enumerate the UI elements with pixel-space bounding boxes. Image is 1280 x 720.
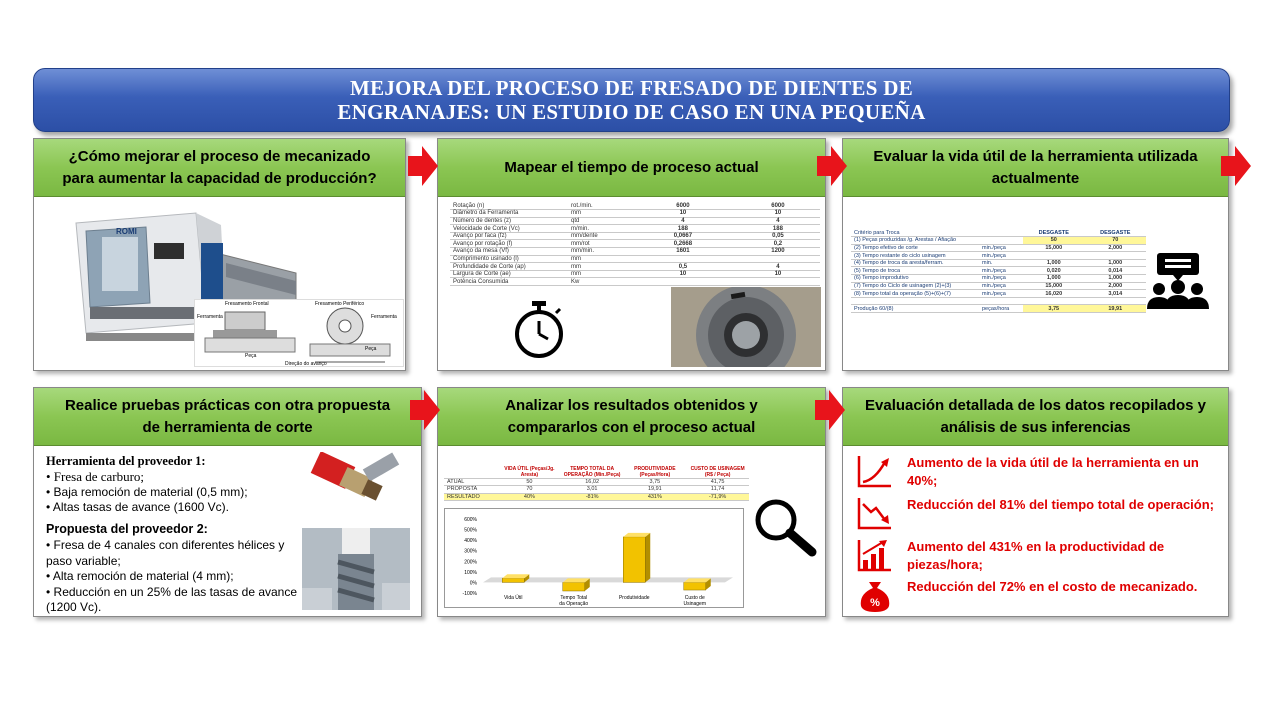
table-cell: 50	[498, 478, 561, 486]
panel-heading: Realice pruebas prácticas con otra propuesta de herramienta de corte	[34, 388, 421, 446]
panel-process-time	[437, 138, 826, 371]
table-cell: mm	[568, 270, 630, 278]
table-cell: min./peça	[979, 282, 1023, 290]
trend-down-icon	[855, 496, 895, 537]
table-cell: min./peça	[979, 290, 1023, 298]
x-tick-label: Tempo Total	[560, 595, 588, 601]
table-row	[450, 225, 820, 233]
table-cell: (5) Tempo de troca	[851, 267, 979, 275]
supplier-2-item: • Reducción en un 25% de las tasas de avance (1200 Vc).	[46, 584, 298, 614]
table-row	[444, 493, 749, 501]
y-tick-label: 100%	[464, 569, 477, 576]
table-cell: 431%	[624, 493, 687, 501]
result-item	[855, 578, 1197, 619]
supplier-2-item: • Alta remoción de material (4 mm);	[46, 569, 234, 583]
table-cell: 188	[630, 225, 736, 233]
table-cell: 3,75	[624, 478, 687, 486]
table-row	[444, 486, 749, 494]
result-text: Aumento del 431% en la productividad de piezas/hora;	[907, 539, 1165, 572]
bar-growth-icon	[855, 538, 895, 579]
table-cell: 19,91	[1085, 305, 1147, 313]
panel-evaluation	[842, 387, 1229, 617]
y-tick-label: 300%	[464, 548, 477, 555]
table-cell: mm/dente	[568, 232, 630, 240]
table-row	[851, 237, 1146, 245]
flow-arrow	[408, 146, 438, 186]
table-cell: Potência Consumida	[450, 278, 568, 286]
table-cell: RESULTADO	[444, 493, 498, 501]
svg-text:%: %	[870, 597, 880, 609]
table-cell: 1,000	[1085, 259, 1147, 267]
table-cell: 3,014	[1085, 290, 1147, 298]
table-row	[450, 263, 820, 271]
table-cell: mm/rot	[568, 240, 630, 248]
table-cell: qtd	[568, 217, 630, 225]
panel-analysis	[437, 387, 826, 617]
supplier-1-item: • Baja remoción de material (0,5 mm);	[46, 484, 248, 499]
diagram-label: Ferramenta	[197, 314, 223, 320]
table-row	[851, 290, 1146, 298]
supplier-2-title: Propuesta del proveedor 2:	[46, 522, 208, 536]
diagram-label: Fresamento Frontal	[225, 301, 269, 307]
table-cell: min./peça	[979, 275, 1023, 283]
diagram-label: Fresamento Periférico	[315, 301, 365, 307]
table-cell: 1,000	[1023, 259, 1085, 267]
title-line-2: ENGRANAJES: UN ESTUDIO DE CASO EN UNA PEQUEÑA	[337, 100, 926, 124]
table-row	[450, 202, 820, 210]
table-row	[851, 252, 1146, 260]
table-cell: 0,2	[736, 240, 820, 248]
tool-life-table	[851, 229, 1146, 313]
flow-arrow	[1221, 146, 1251, 186]
table-cell: 3,01	[561, 486, 624, 494]
helical-cutter-image	[302, 528, 410, 610]
team-meeting-icon	[1143, 251, 1213, 311]
table-cell: (8) Tempo total da operação (5)+(6)+(7)	[851, 290, 979, 298]
result-text: Reducción del 72% en el costo de mecanizado.	[907, 579, 1198, 594]
panel-heading: ¿Cómo mejorar el proceso de mecanizado para aumentar la capacidad de producción?	[34, 139, 405, 197]
table-cell: m/min.	[568, 225, 630, 233]
y-tick-label: 400%	[464, 538, 477, 545]
table-cell: (3) Tempo restante do ciclo usinagem	[851, 252, 979, 260]
table-row	[450, 255, 820, 263]
table-cell: Diâmetro da Ferramenta	[450, 210, 568, 218]
table-cell	[979, 237, 1023, 245]
table-cell: 19,91	[624, 486, 687, 494]
table-cell: 10	[736, 210, 820, 218]
table-row	[851, 244, 1146, 252]
table-cell: (6) Tempo improdutivo	[851, 275, 979, 283]
table-cell	[736, 255, 820, 263]
table-cell: 15,000	[1023, 244, 1085, 252]
flow-arrow	[815, 390, 845, 430]
table-cell: 0,2668	[630, 240, 736, 248]
table-cell: 4	[736, 217, 820, 225]
panel-heading: Analizar los resultados obtenidos y compararlos con el proceso actual	[438, 388, 825, 446]
table-cell: 0,0667	[630, 232, 736, 240]
supplier-1-item: • Fresa de carburo;	[46, 469, 145, 484]
table-cell: (4) Tempo de troca da aresta/ferram.	[851, 259, 979, 267]
title-line-1: MEJORA DEL PROCESO DE FRESADO DE DIENTES DE	[349, 76, 914, 100]
table-cell: rot./min.	[568, 202, 630, 210]
table-cell: Profundidade de Corte (ap)	[450, 263, 568, 271]
table-cell: 1200	[736, 248, 820, 256]
result-item	[855, 538, 1228, 579]
table-cell: min./peça	[979, 252, 1023, 260]
table-cell: 0,014	[1085, 267, 1147, 275]
table-cell: (2) Tempo efetivo de corte	[851, 244, 979, 252]
table-cell: (7) Tempo do Ciclo de usinagem (2)+(3)	[851, 282, 979, 290]
table-cell: -71,9%	[686, 493, 749, 501]
flow-arrow	[817, 146, 847, 186]
table-cell: 50	[1023, 237, 1085, 245]
table-cell: (1) Peças produzidas /g. Arestas / Afiação	[851, 237, 979, 245]
table-cell: 41,75	[686, 478, 749, 486]
table-cell	[851, 297, 979, 305]
table-cell: 16,02	[561, 478, 624, 486]
table-cell	[979, 229, 1023, 237]
process-table	[450, 202, 820, 286]
table-cell: Número de dentes (z)	[450, 217, 568, 225]
supplier-1-item: • Altas tasas de avance (1600 Vc).	[46, 500, 229, 514]
table-cell	[979, 297, 1023, 305]
table-cell: 1,000	[1085, 275, 1147, 283]
table-cell: 2,000	[1085, 244, 1147, 252]
table-cell: Kw	[568, 278, 630, 286]
table-cell: 3,75	[1023, 305, 1085, 313]
money-bag-icon	[855, 578, 895, 619]
chart-bar	[684, 578, 711, 590]
table-cell: min./peça	[979, 244, 1023, 252]
table-cell: ATUAL	[444, 478, 498, 486]
table-cell: -81%	[561, 493, 624, 501]
table-cell: 1601	[630, 248, 736, 256]
table-cell	[630, 255, 736, 263]
table-cell: 4	[736, 263, 820, 271]
table-row	[450, 270, 820, 278]
results-chart	[444, 508, 744, 608]
table-row	[450, 240, 820, 248]
gear-photo	[671, 287, 821, 367]
page-title	[33, 68, 1230, 132]
result-item	[855, 496, 1214, 537]
table-cell	[630, 278, 736, 286]
table-cell: 10	[736, 270, 820, 278]
stopwatch-icon	[510, 299, 568, 359]
result-item	[855, 454, 1228, 495]
table-cell: mm	[568, 210, 630, 218]
chart-bar	[502, 574, 529, 582]
table-cell: TEMPO TOTAL DA OPERAÇÃO (Min./Peça)	[561, 458, 624, 478]
table-row	[444, 478, 749, 486]
table-cell: min./peça	[979, 267, 1023, 275]
table-cell: DESGASTE	[1023, 229, 1085, 237]
carbide-cutter-image	[306, 452, 406, 512]
table-cell: Produção 60/(8)	[851, 305, 979, 313]
y-tick-label: 600%	[464, 517, 477, 523]
table-row	[851, 259, 1146, 267]
diagram-label: Peça	[245, 353, 257, 359]
y-tick-label: 0%	[469, 580, 477, 587]
table-row	[450, 278, 820, 286]
table-row	[450, 210, 820, 218]
trend-up-icon	[855, 454, 895, 495]
panel-question	[33, 138, 406, 371]
table-cell: Avanço por rotação (f)	[450, 240, 568, 248]
table-row	[450, 232, 820, 240]
y-tick-label: 500%	[464, 527, 477, 534]
table-cell: Avanço da mesa (Vf)	[450, 248, 568, 256]
machine-brand: ROMI	[116, 227, 137, 236]
table-cell: DESGASTE	[1085, 229, 1147, 237]
x-tick-label: Custo de	[684, 595, 705, 601]
diagram-label: Direção do avanço	[285, 361, 327, 367]
table-cell	[1085, 252, 1147, 260]
table-cell: 15,000	[1023, 282, 1085, 290]
table-cell: 1,000	[1023, 275, 1085, 283]
magnifier-icon	[750, 496, 820, 558]
x-tick-label: Vida Útil	[503, 595, 523, 601]
table-cell	[1023, 297, 1085, 305]
table-cell: Largura de Corte (ae)	[450, 270, 568, 278]
x-tick-label: da Operação	[559, 601, 589, 607]
result-text: Reducción del 81% del tiempo total de operación;	[907, 497, 1214, 512]
table-cell: Critério para Troca	[851, 229, 979, 237]
table-cell: min.	[979, 259, 1023, 267]
table-cell: 10	[630, 210, 736, 218]
table-cell: mm	[568, 255, 630, 263]
table-cell: 4	[630, 217, 736, 225]
table-cell	[1085, 297, 1147, 305]
panel-heading: Evaluación detallada de los datos recopilados y análisis de sus inferencias	[843, 388, 1228, 446]
table-cell: mm	[568, 263, 630, 271]
table-cell: CUSTO DE USINAGEM (R$ / Peça)	[686, 458, 749, 478]
table-row	[450, 248, 820, 256]
table-cell: mm/min.	[568, 248, 630, 256]
table-cell: 2,000	[1085, 282, 1147, 290]
table-cell: peças/hora	[979, 305, 1023, 313]
results-table	[444, 458, 749, 501]
table-cell: VIDA ÚTIL (Peças/Jg. Aresta)	[498, 458, 561, 478]
table-row	[851, 267, 1146, 275]
table-cell: 11,74	[686, 486, 749, 494]
table-cell: 70	[1085, 237, 1147, 245]
panel-heading: Evaluar la vida útil de la herramienta utilizada actualmente	[843, 139, 1228, 197]
table-cell: 6000	[630, 202, 736, 210]
table-cell: PRODUTIVIDADE (Peças/Hora)	[624, 458, 687, 478]
table-row	[851, 297, 1146, 305]
table-cell: Avanço por faca (fz)	[450, 232, 568, 240]
panel-heading: Mapear el tiempo de proceso actual	[438, 139, 825, 197]
table-row	[450, 217, 820, 225]
result-text: Aumento de la vida útil de la herramienta en un 40%;	[907, 455, 1199, 488]
table-cell: Comprimento usinado (l)	[450, 255, 568, 263]
table-cell	[736, 278, 820, 286]
table-cell: 0,020	[1023, 267, 1085, 275]
table-cell: 70	[498, 486, 561, 494]
chart-bar	[563, 578, 590, 591]
supplier-1-title: Herramienta del proveedor 1:	[46, 454, 206, 468]
table-cell: 6000	[736, 202, 820, 210]
panel-tool-life	[842, 138, 1229, 371]
diagram-label: Peça	[365, 346, 377, 352]
milling-diagram	[194, 299, 404, 367]
flow-arrow	[410, 390, 440, 430]
chart-bar	[623, 533, 650, 583]
table-row	[851, 305, 1146, 313]
table-cell: Rotação (n)	[450, 202, 568, 210]
y-tick-label: -100%	[462, 591, 477, 597]
table-cell: PROPOSTA	[444, 486, 498, 494]
y-tick-label: 200%	[464, 559, 477, 566]
table-header-row	[444, 458, 749, 478]
table-row	[851, 275, 1146, 283]
table-cell	[444, 458, 498, 478]
panel-practical-tests	[33, 387, 422, 617]
table-cell: 40%	[498, 493, 561, 501]
x-tick-label: Produtividade	[618, 595, 650, 601]
table-cell: 0,05	[736, 232, 820, 240]
table-cell: 188	[736, 225, 820, 233]
table-row	[851, 282, 1146, 290]
table-cell: 16,020	[1023, 290, 1085, 298]
table-cell	[1023, 252, 1085, 260]
table-cell: 0,5	[630, 263, 736, 271]
table-cell: 10	[630, 270, 736, 278]
x-tick-label: Usinagem	[683, 601, 707, 607]
table-header-row	[851, 229, 1146, 237]
supplier-2-item: • Fresa de 4 canales con diferentes hélices y paso variable;	[46, 538, 285, 568]
table-cell: Velocidade de Corte (Vc)	[450, 225, 568, 233]
diagram-label: Ferramenta	[371, 314, 397, 320]
